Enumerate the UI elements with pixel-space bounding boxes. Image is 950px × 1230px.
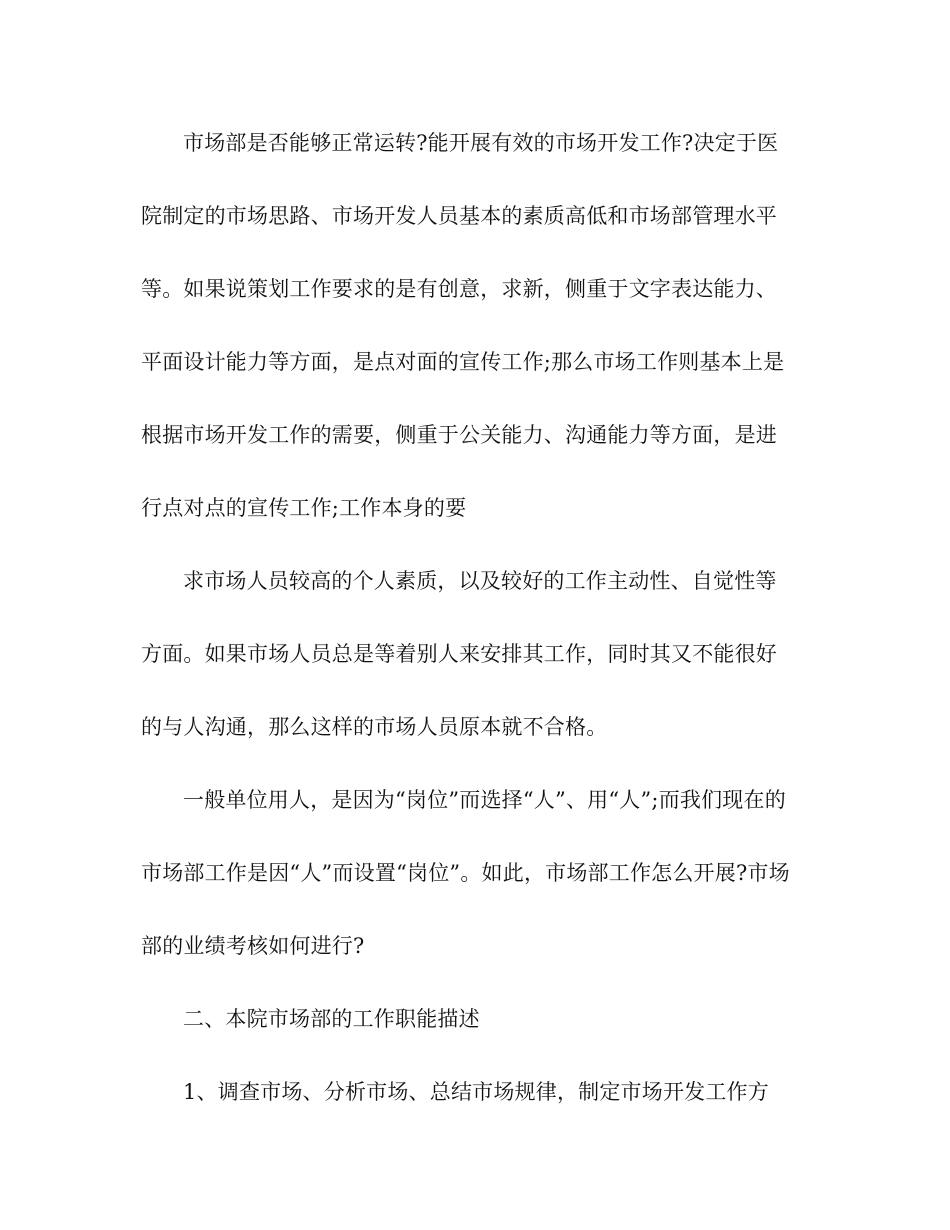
- section-heading: 二、本院市场部的工作职能描述: [183, 1007, 480, 1031]
- paragraph-2-line-1: 求市场人员较高的个人素质，以及较好的工作主动性、自觉性等: [183, 569, 777, 593]
- paragraph-1-line-4: 平面设计能力等方面，是点对面的宣传工作;那么市场工作则基本上是: [141, 350, 785, 374]
- list-item-1: 1、调查市场、分析市场、总结市场规律，制定市场开发工作方: [183, 1080, 769, 1104]
- paragraph-2-line-2: 方面。如果市场人员总是等着别人来安排其工作，同时其又不能很好: [141, 642, 777, 666]
- paragraph-3-line-1: 一般单位用人，是因为“岗位”而选择“人”、用“人”;而我们现在的: [183, 788, 786, 812]
- paragraph-3-line-2: 市场部工作是因“人”而设置“岗位”。如此，市场部工作怎么开展?市场: [141, 861, 790, 885]
- paragraph-1-line-2: 院制定的市场思路、市场开发人员基本的素质高低和市场部管理水平: [141, 204, 777, 228]
- paragraph-1-line-5: 根据市场开发工作的需要，侧重于公关能力、沟通能力等方面，是进: [141, 423, 777, 447]
- paragraph-1-line-3: 等。如果说策划工作要求的是有创意，求新，侧重于文字表达能力、: [141, 277, 777, 301]
- paragraph-1-line-1: 市场部是否能够正常运转?能开展有效的市场开发工作?决定于医: [183, 131, 779, 155]
- paragraph-1-line-6: 行点对点的宣传工作;工作本身的要: [141, 496, 467, 520]
- paragraph-2-line-3: 的与人沟通，那么这样的市场人员原本就不合格。: [141, 715, 608, 739]
- paragraph-3-line-3: 部的业绩考核如何进行?: [141, 934, 365, 958]
